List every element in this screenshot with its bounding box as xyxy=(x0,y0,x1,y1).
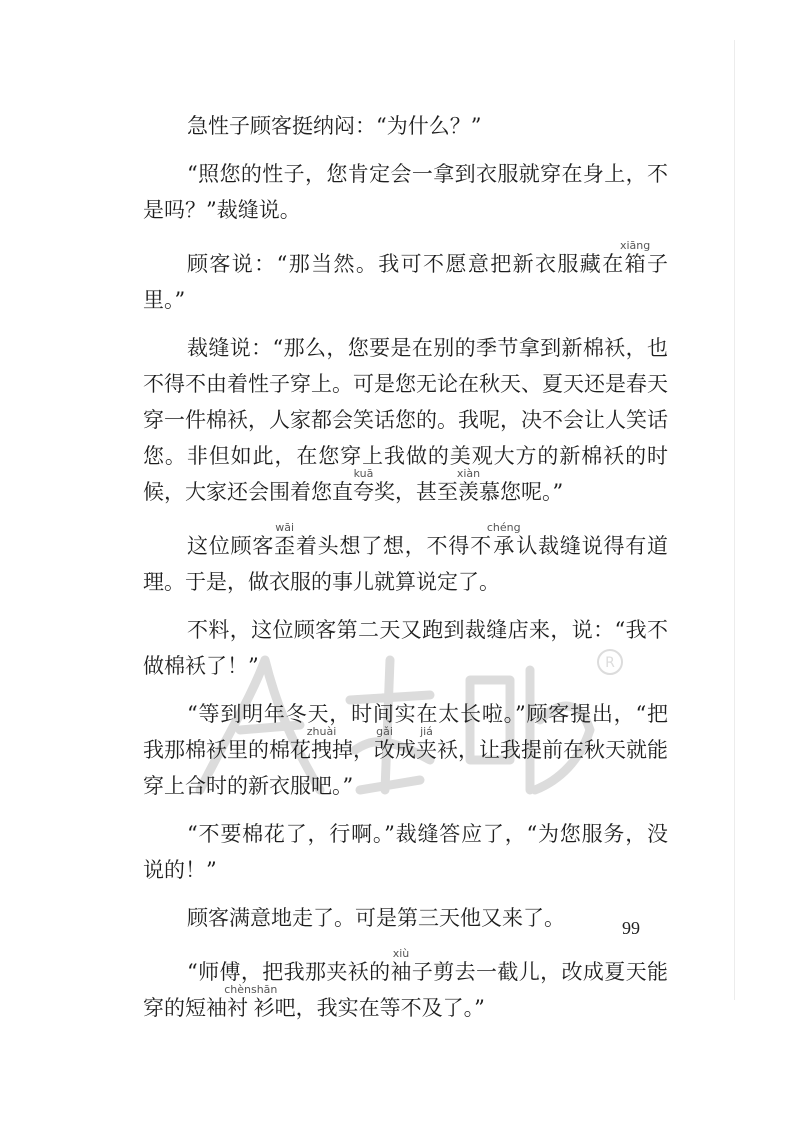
pinyin-annotation: jiá xyxy=(416,725,437,738)
paragraph xyxy=(143,108,668,144)
annotated-character-text: 衬衫 xyxy=(224,996,278,1020)
text-segment: 掉， xyxy=(332,738,374,762)
story-text xyxy=(143,108,668,1038)
annotated-character xyxy=(224,983,278,1020)
annotated-character-text: 夹 xyxy=(416,738,437,762)
paragraph xyxy=(143,522,668,600)
annotated-character xyxy=(619,239,651,276)
text-segment: 急性子顾客挺纳闷：“为什么？” xyxy=(187,114,482,138)
paragraph xyxy=(143,900,668,936)
pinyin-annotation: chéng xyxy=(486,521,521,534)
annotated-character-text: 拽 xyxy=(306,738,337,762)
pinyin-annotation: xiàn xyxy=(456,467,481,480)
text-segment: 慕您呢。” xyxy=(479,480,564,504)
annotated-character-text: 袖 xyxy=(390,960,412,984)
paragraph xyxy=(143,240,668,318)
annotated-character xyxy=(456,467,481,504)
annotated-character xyxy=(486,521,521,558)
text-segment: 袄，让我提前在秋天就能穿上合时的新衣服吧。” xyxy=(143,738,668,798)
page-number: 99 xyxy=(622,918,640,938)
text-segment: 子里。” xyxy=(143,252,668,312)
text-segment: 子剪去一截儿，改成夏天能穿的短袖 xyxy=(143,960,668,1020)
pinyin-annotation: zhuài xyxy=(306,725,337,738)
text-segment: 成 xyxy=(395,738,416,762)
annotated-character xyxy=(353,467,374,504)
annotated-character-text: 承 xyxy=(486,534,521,558)
text-segment: 不料，这位顾客第二天又跑到裁缝店来，说：“我不做棉袄了！” xyxy=(143,618,668,678)
annotated-character-text: 羡 xyxy=(456,480,481,504)
pinyin-annotation: gǎi xyxy=(374,725,395,738)
annotated-character xyxy=(274,521,296,558)
paragraph xyxy=(143,612,668,684)
paragraph xyxy=(143,948,668,1026)
pinyin-annotation: chènshān xyxy=(224,983,278,996)
text-segment: 这位顾客 xyxy=(187,534,275,558)
paragraph xyxy=(143,156,668,228)
text-segment: “不要棉花了，行啊。”裁缝答应了，“为您服务，没说的！” xyxy=(143,822,668,882)
text-segment: 顾客说：“那当然。我可不愿意把新衣服藏在 xyxy=(187,252,625,276)
svg-text:R: R xyxy=(605,655,615,671)
annotated-character xyxy=(416,725,437,762)
page-edge-divider xyxy=(734,40,735,1000)
annotated-character-text: 改 xyxy=(374,738,395,762)
pinyin-annotation: wāi xyxy=(274,521,296,534)
text-segment: 认裁缝说得有道理。于是，做衣服的事儿就算说定了。 xyxy=(143,534,669,594)
paragraph xyxy=(143,816,668,888)
text-segment: 裁缝说：“那么，您要是在别的季节拿到新棉袄，也不得不由着性子穿上。可是您无论在秋天、夏天还是春天穿一件棉袄，人家都会笑话您的。我呢，决不会让人笑话您。非但如此，在您穿上我做的美观大方的新棉袄的时候，大家还会围着您直 xyxy=(143,336,668,504)
annotated-character xyxy=(374,725,395,762)
annotated-character xyxy=(390,947,412,984)
text-segment: 着头想了想，不得不 xyxy=(295,534,492,558)
text-segment: “等到明年冬天，时间实在太长啦。”顾客提出，“把我那棉袄里的棉花 xyxy=(143,702,668,762)
paragraph xyxy=(143,696,668,804)
text-segment: “师傅，把我那夹袄的 xyxy=(187,960,391,984)
annotated-character-text: 夸 xyxy=(353,480,374,504)
pinyin-annotation: xiù xyxy=(390,947,412,960)
text-segment: 吧，我实在等不及了。” xyxy=(274,996,485,1020)
paragraph xyxy=(143,330,668,510)
text-segment: 顾客满意地走了。可是第三天他又来了。 xyxy=(187,906,565,930)
annotated-character-text: 歪 xyxy=(274,534,296,558)
annotated-character xyxy=(306,725,337,762)
pinyin-annotation: xiāng xyxy=(619,239,651,252)
annotated-character-text: 箱 xyxy=(619,252,651,276)
text-segment: 奖，甚至 xyxy=(374,480,458,504)
pinyin-annotation: kuā xyxy=(353,467,374,480)
text-segment: “照您的性子，您肯定会一拿到衣服就穿在身上，不是吗？”裁缝说。 xyxy=(143,162,668,222)
